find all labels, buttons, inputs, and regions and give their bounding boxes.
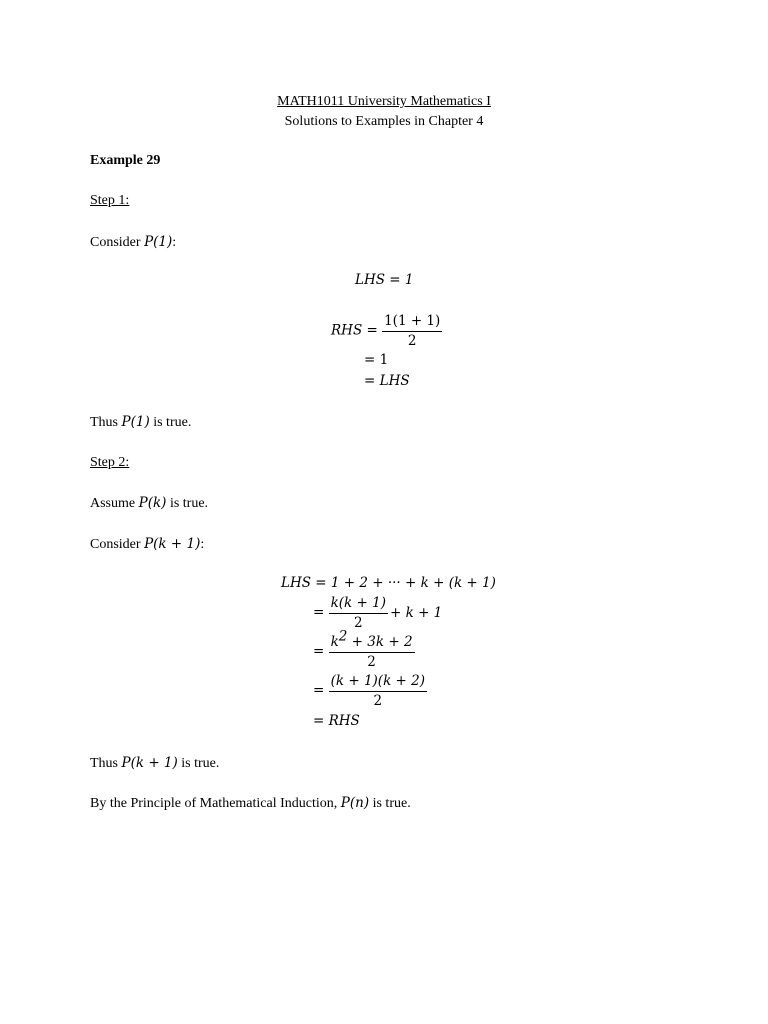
step1-consider-end: : xyxy=(172,235,177,250)
step2-eq4-fraction xyxy=(329,672,427,709)
step1-thus-end: is true. xyxy=(149,415,192,430)
step1-consider xyxy=(90,233,176,252)
step1-rhs-numerator: 1(1 + 1) xyxy=(382,312,442,332)
step2-assume-math: P(k) xyxy=(138,495,167,511)
step1-heading: Step 1: xyxy=(90,193,130,208)
step2-thus-end: is true. xyxy=(177,756,220,771)
step2-equation-5: = RHS xyxy=(313,713,360,729)
course-title: MATH1011 University Mathematics I xyxy=(277,94,491,109)
step1-rhs-step1: = 1 xyxy=(364,352,389,368)
step2-thus-text: Thus xyxy=(90,756,122,771)
step1-rhs-denominator: 2 xyxy=(407,333,417,349)
step2-eq3-fraction xyxy=(329,628,415,670)
example-title: Example 29 xyxy=(90,153,161,168)
step2-eq3-num-exponent: 2 xyxy=(338,628,348,645)
step2-heading: Step 2: xyxy=(90,455,130,470)
step2-eq3-denominator: 2 xyxy=(367,654,376,670)
step1-rhs-step2: = LHS xyxy=(364,373,410,389)
step2-assume xyxy=(90,494,208,513)
step2-consider-text: Consider xyxy=(90,537,145,552)
step2-consider-math: P(k + 1) xyxy=(144,536,201,552)
step1-thus-text: Thus xyxy=(90,415,122,430)
step2-thus-math: P(k + 1) xyxy=(121,755,178,771)
step2-eq2-denominator: 2 xyxy=(354,615,363,631)
step2-eq2-fraction xyxy=(329,594,388,631)
step2-conclusion xyxy=(90,754,219,773)
conclusion-math: P(n) xyxy=(340,795,370,811)
conclusion-end: is true. xyxy=(369,796,411,811)
conclusion-text: By the Principle of Mathematical Induction, xyxy=(90,796,341,811)
step2-eq3-num-base: k xyxy=(330,634,339,650)
step2-eq3-num-rest: + 3k + 2 xyxy=(347,634,413,650)
step1-rhs-fraction xyxy=(382,312,442,349)
step2-eq2-tail: + k + 1 xyxy=(390,604,443,621)
step1-conclusion xyxy=(90,413,191,432)
step2-assume-text: Assume xyxy=(90,496,139,511)
step1-thus-math: P(1) xyxy=(121,414,150,430)
document-subtitle: Solutions to Examples in Chapter 4 xyxy=(284,114,484,129)
induction-conclusion xyxy=(90,794,411,813)
step2-equation-2: = $\frac{k(k + 1)}{2}$ + k + 1 xyxy=(313,595,443,631)
step1-rhs-equation xyxy=(331,312,442,349)
step1-rhs-label: RHS = xyxy=(331,322,383,339)
step1-lhs-equation: LHS = 1 xyxy=(355,272,414,288)
step2-assume-end: is true. xyxy=(166,496,209,511)
step2-eq4-denominator: 2 xyxy=(373,693,383,709)
step1-consider-text: Consider xyxy=(90,235,145,250)
step2-lhs-equation: LHS = 1 + 2 + ··· + k + (k + 1) xyxy=(281,575,496,591)
step1-consider-math: P(1) xyxy=(144,234,173,250)
step2-consider xyxy=(90,535,204,554)
step2-eq2-numerator: k(k + 1) xyxy=(329,594,388,614)
step2-consider-end: : xyxy=(200,537,205,552)
step2-equation-4: = $\frac{(k + 1)(k + 2)}{2}$ xyxy=(313,673,426,709)
step2-equation-3: = $\frac{k^2 + 3k + 2}{2}$ xyxy=(313,628,413,670)
step2-eq4-numerator: (k + 1)(k + 2) xyxy=(329,672,427,692)
